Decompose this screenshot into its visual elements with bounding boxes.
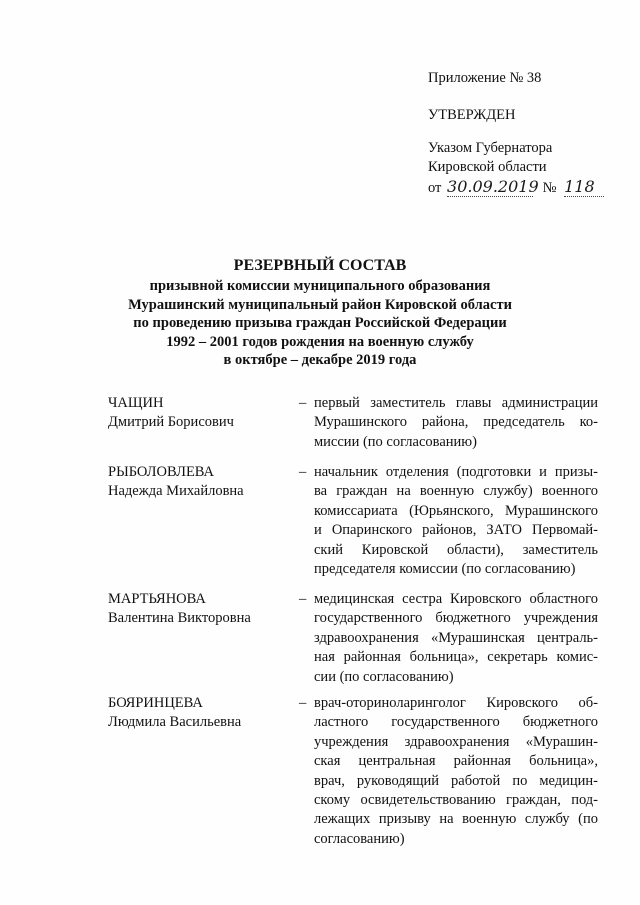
- member-description: [314, 394, 598, 452]
- description-line: ский Кировской области), заместитель: [314, 541, 598, 558]
- decree-date-line: [428, 177, 604, 197]
- handwritten-number: 118: [564, 177, 604, 197]
- member-given-name: Валентина Викторовна: [108, 610, 251, 627]
- member-name: [108, 394, 283, 433]
- title-line: по проведению призыва граждан Российской Федерации: [133, 315, 507, 331]
- description-line: ная районная больница», секретарь комис-: [314, 649, 598, 666]
- description-line: ластного государственного бюджетного: [314, 714, 598, 731]
- description-line: ва граждан на военную службу) военного: [314, 483, 598, 500]
- description-line: начальник отделения (подготовки и призы-: [314, 464, 598, 480]
- appendix-number: Приложение № 38: [428, 70, 542, 86]
- description-line: врач-оториноларинголог Кировского об-: [314, 695, 598, 711]
- description-line: учреждения здравоохранения «Мурашин-: [314, 733, 598, 750]
- dash-separator: –: [299, 395, 307, 411]
- description-line: комиссариата (Юрьянского, Мурашинского: [314, 502, 598, 519]
- handwritten-date: 30.09.2019: [447, 177, 539, 196]
- document-title: [60, 255, 580, 370]
- member-name: [108, 694, 283, 733]
- title-heading: РЕЗЕРВНЫЙ СОСТАВ: [233, 257, 407, 274]
- dash-separator: –: [299, 591, 307, 607]
- description-line: государственного бюджетного учреждения: [314, 610, 598, 627]
- member-surname: РЫБОЛОВЛЕВА: [108, 464, 215, 480]
- date-prefix: от: [428, 180, 442, 196]
- member-name: [108, 463, 283, 502]
- dash-separator: –: [299, 464, 307, 480]
- member-description: [314, 590, 598, 687]
- description-line: и Опаринского районов, ЗАТО Первомай-: [314, 522, 598, 539]
- number-label: №: [542, 180, 557, 196]
- title-line: призывной комиссии муниципального образования: [149, 278, 491, 294]
- decree-line: Указом Губернатора: [428, 140, 553, 156]
- description-line: председателя комиссии (по согласованию): [314, 560, 576, 577]
- description-line: медицинская сестра Кировского областного: [314, 591, 598, 607]
- description-line: первый заместитель главы администрации: [314, 395, 598, 411]
- approved-stamp: УТВЕРЖДЕН: [428, 107, 516, 123]
- member-surname: БОЯРИНЦЕВА: [108, 695, 203, 711]
- member-surname: МАРТЬЯНОВА: [108, 591, 206, 607]
- dash-separator: –: [299, 695, 307, 711]
- description-line: согласованию): [314, 830, 405, 847]
- member-description: [314, 463, 598, 579]
- member-given-name: Дмитрий Борисович: [108, 414, 234, 431]
- description-line: Мурашинского района, председатель ко-: [314, 414, 598, 431]
- member-given-name: Надежда Михайловна: [108, 483, 244, 500]
- decree-region-line: Кировской области: [428, 159, 547, 175]
- member-given-name: Людмила Васильевна: [108, 714, 242, 731]
- description-line: врач, руководящий работой по медицин-: [314, 772, 598, 789]
- description-line: скому освидетельствованию граждан, под-: [314, 791, 598, 808]
- member-surname: ЧАЩИН: [108, 395, 164, 411]
- title-line: в октябре – декабре 2019 года: [223, 352, 417, 368]
- description-line: лежащих призыву на военную службу (по: [314, 811, 598, 828]
- title-line: Мурашинский муниципальный район Кировской области: [128, 296, 512, 313]
- description-line: сии (по согласованию): [314, 668, 454, 685]
- description-line: миссии (по согласованию): [314, 433, 477, 450]
- description-line: здравоохранения «Мурашинская централь-: [314, 629, 598, 646]
- title-line: 1992 – 2001 годов рождения на военную службу: [166, 333, 474, 350]
- description-line: ская центральная районная больница»,: [314, 753, 598, 770]
- member-description: [314, 694, 598, 849]
- member-name: [108, 590, 283, 629]
